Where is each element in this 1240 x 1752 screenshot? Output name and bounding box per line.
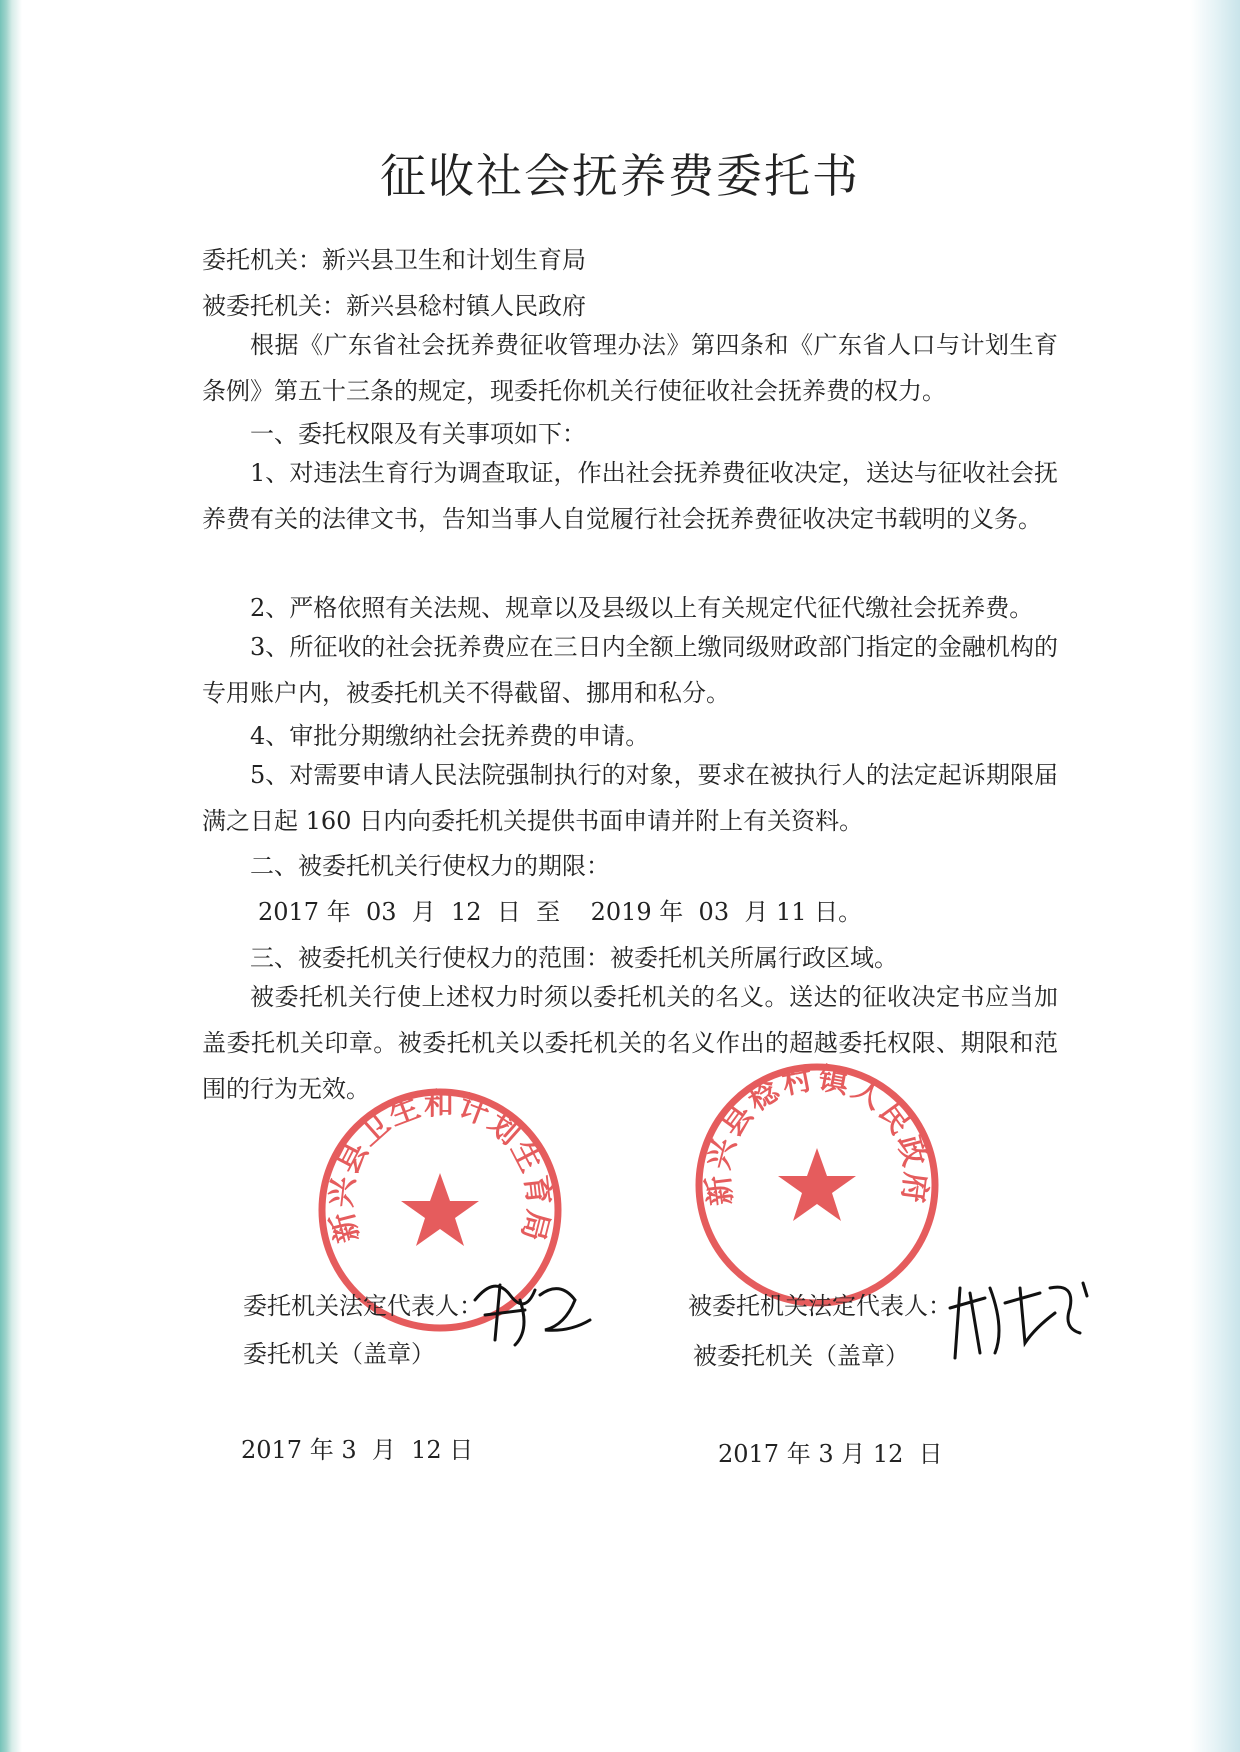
preamble-paragraph: 根据《广东省社会抚养费征收管理办法》第四条和《广东省人口与计划生育条例》第五十三条的规定，现委托你机关行使征收社会抚养费的权力。 <box>202 331 1058 405</box>
right-seal-label: 被委托机关（盖章） <box>693 1342 909 1370</box>
left-seal-label: 委托机关（盖章） <box>243 1340 435 1368</box>
left-handwritten-signature <box>465 1270 605 1350</box>
right-handwritten-signature <box>945 1268 1095 1368</box>
left-date: 2017 年 3 月 12 日 <box>241 1436 474 1464</box>
right-official-seal <box>692 1060 942 1310</box>
item-1: 1、对违法生育行为调查取证，作出社会抚养费征收决定，送达与征收社会抚养费有关的法律文书，告知当事人自觉履行社会抚养费征收决定书载明的义务。 <box>202 459 1058 533</box>
section2-heading: 二、被委托机关行使权力的期限： <box>250 852 610 880</box>
right-rep-label: 被委托机关法定代表人： <box>688 1292 952 1320</box>
item-4: 4、审批分期缴纳社会抚养费的申请。 <box>250 722 650 750</box>
left-seal-text: 新兴县卫生和计划生育局 <box>323 1087 557 1247</box>
document-title: 征收社会抚养费委托书 <box>380 149 860 203</box>
right-seal-star-icon <box>778 1148 856 1221</box>
item-2: 2、严格依照有关法规、规章以及县级以上有关规定代征代缴社会抚养费。 <box>250 594 1034 622</box>
right-date: 2017 年 3 月 12 日 <box>718 1440 943 1468</box>
section3-scope: 三、被委托机关行使权力的范围：被委托机关所属行政区域。 <box>250 944 898 972</box>
right-seal-text: 新兴县稔村镇人民政府 <box>700 1061 934 1208</box>
item-5: 5、对需要申请人民法院强制执行的对象，要求在被执行人的法定起诉期限届满之日起 160 日内向委托机关提供书面申请并附上有关资料。 <box>202 761 1058 835</box>
section1-heading: 一、委托权限及有关事项如下： <box>250 420 586 448</box>
left-rep-label: 委托机关法定代表人： <box>243 1292 483 1320</box>
closing-paragraph: 被委托机关行使上述权力时须以委托机关的名义。送达的征收决定书应当加盖委托机关印章。被委托机关以委托机关的名义作出的超越委托权限、期限和范围的行为无效。 <box>202 983 1058 1103</box>
entrusting-party: 委托机关：新兴县卫生和计划生育局 <box>202 246 586 274</box>
authorization-period: 2017 年 03 月 12 日 至 2019 年 03 月 11 日。 <box>258 898 863 926</box>
item-3: 3、所征收的社会抚养费应在三日内全额上缴同级财政部门指定的金融机构的专用账户内，被委托机关不得截留、挪用和私分。 <box>202 633 1058 707</box>
entrusted-party: 被委托机关：新兴县稔村镇人民政府 <box>202 292 586 320</box>
left-seal-star-icon <box>401 1173 479 1246</box>
